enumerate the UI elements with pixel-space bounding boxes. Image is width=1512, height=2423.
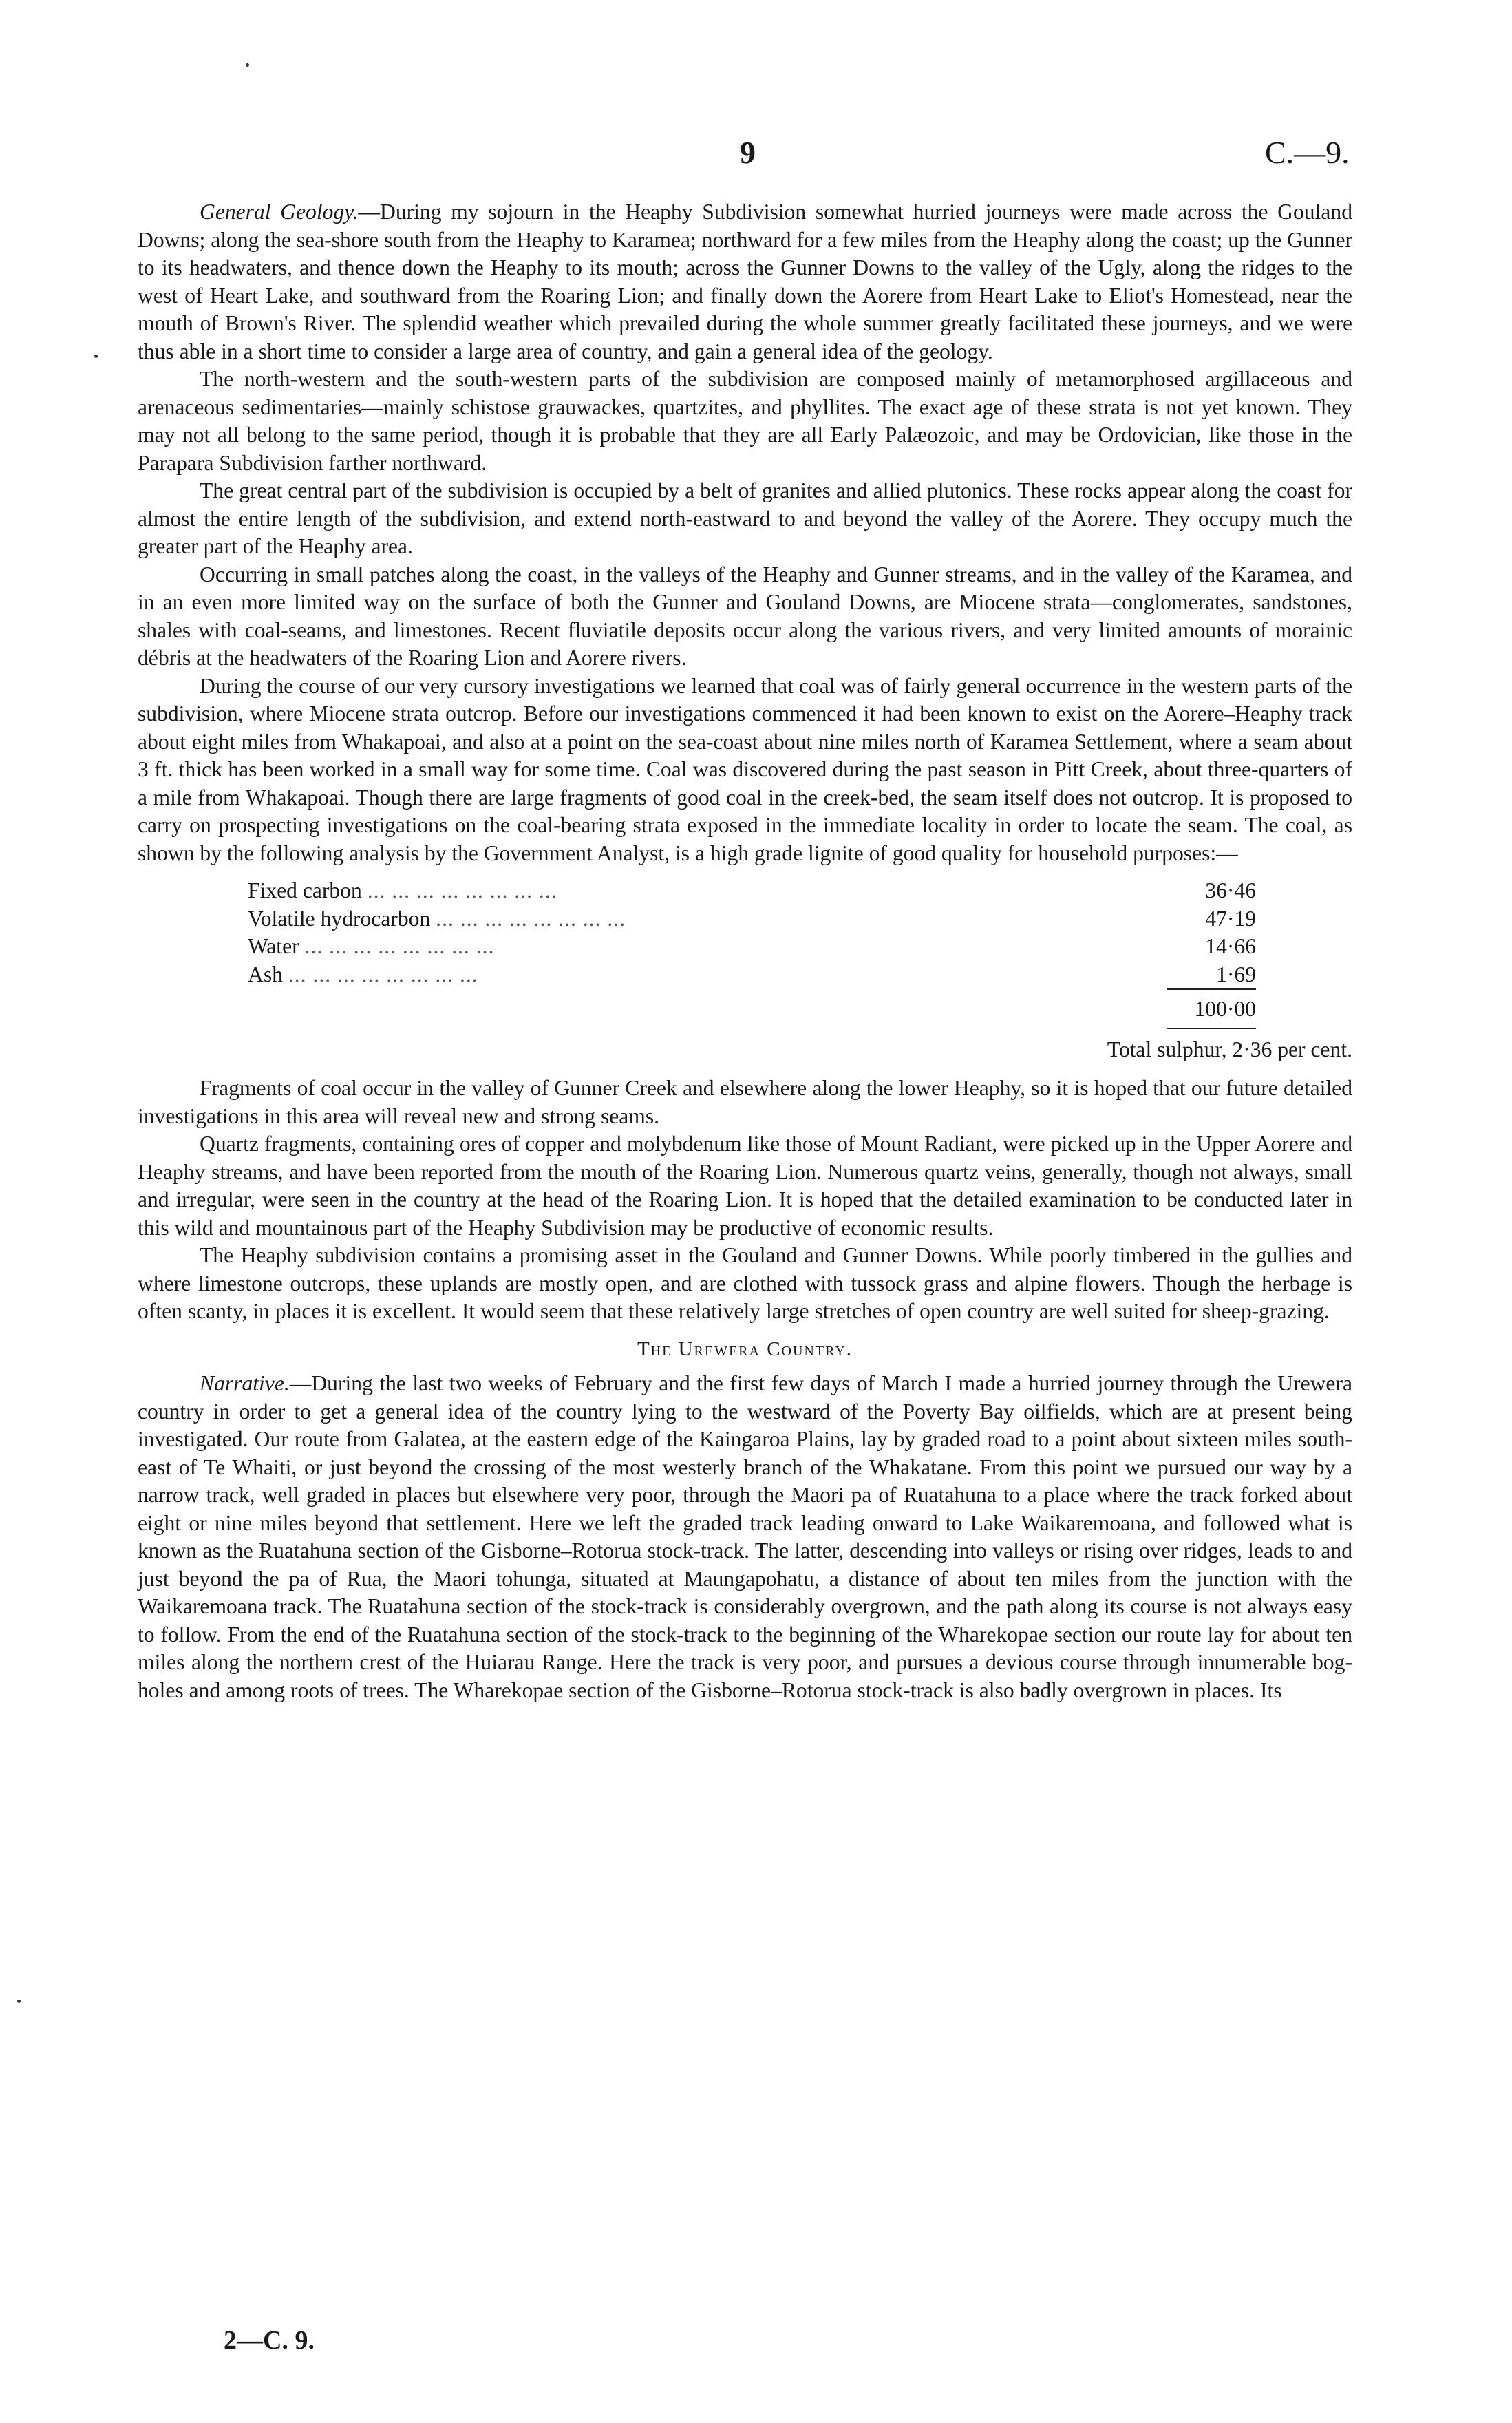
analysis-label: Fixed carbon <box>248 878 362 902</box>
paragraph-general-geology: General Geology.—During my sojourn in the Heaphy Subdivision somewhat hurried journeys were made across the Gouland Downs; along the sea-shore south from the Heaphy to Karamea; northward for a few miles from the Heaphy along the coast; up the Gunner to its headwaters, and thence down the Heaphy to its mouth; across the Gunner Downs to the valley of the Ugly, along the ridges to the west of Heart Lake, and southward from the Roaring Lion; and finally down the Aorere from Heart Lake to Eliot's Homestead, near the mouth of Brown's River. The splendid weather which prevailed during the whole summer greatly facilitated these journeys, and we were thus able in a short time to consider a large area of country, and gain a general idea of the geology. <box>138 200 1352 363</box>
leader-dots: ... ... ... ... ... ... ... ... <box>436 906 626 931</box>
analysis-value: 1·69 <box>1216 962 1256 986</box>
analysis-label: Ash <box>248 962 283 986</box>
paragraph: During the course of our very cursory investigations we learned that coal was of fairly general occurrence in the western parts of the subdivision, where Miocene strata outcrop. Before our investigations commenced it had been known to exist on the Aorere–Heaphy track about eight miles from Whakapoai, and also at a point on the sea-coast about nine miles north of Karamea Settlement, where a seam about 3 ft. thick has been worked in a small way for some time. Coal was discovered during the past season in Pitt Creek, about three-quarters of a mile from Whakapoai. Though there are large fragments of good coal in the creek-bed, the seam itself does not outcrop. It is proposed to carry on prospecting investigations on the coal-bearing strata exposed in the immediate locality in order to locate the seam. The coal, as shown by the following analysis by the Government Analyst, is a high grade lignite of good quality for household purposes:— <box>138 673 1352 865</box>
total-row <box>248 988 1256 1029</box>
page-number: 9 <box>740 135 756 170</box>
table-row <box>248 877 1256 905</box>
paragraph: Occurring in small patches along the coast, in the valleys of the Heaphy and Gunner streams, and in the valley of the Karamea, and in an even more limited way on the surface of both the Gunner and Gouland Downs, are Miocene strata—conglomerates, sandstones, shales with coal-seams, and limestones. Recent fluviatile deposits occur along the various rivers, and very limited amounts of morainic débris at the headwaters of the Roaring Lion and Aorere rivers. <box>138 562 1352 670</box>
scan-speck <box>246 63 249 67</box>
leader-dots: ... ... ... ... ... ... ... ... <box>367 878 557 902</box>
coal-analysis-table <box>248 877 1256 1029</box>
lead-heading: General Geology. <box>200 200 359 224</box>
analysis-label: Water <box>248 934 299 958</box>
analysis-label: Volatile hydrocarbon <box>248 906 431 931</box>
leader-dots: ... ... ... ... ... ... ... ... <box>304 934 495 958</box>
paragraph: Fragments of coal occur in the valley of Gunner Creek and elsewhere along the lower Heaphy, so it is hoped that our future detailed investigations in this area will reveal new and strong seams. <box>138 1076 1352 1128</box>
signature-mark: 2—C. 9. <box>224 2326 315 2355</box>
scan-speck <box>17 2000 21 2003</box>
table-row <box>248 961 1256 989</box>
analysis-value: 36·46 <box>1205 878 1256 902</box>
table-row <box>248 905 1256 933</box>
leader-dots: ... ... ... ... ... ... ... ... <box>288 962 478 986</box>
section-heading: The Urewera Country. <box>637 1337 853 1360</box>
analysis-value: 14·66 <box>1205 934 1256 958</box>
paragraph-narrative: Narrative.—During the last two weeks of February and the first few days of March I made a hurried journey through the Urewera country in order to get a general idea of the country lying to the westward of the Poverty Bay oilfields, which are at present being investigated. Our route from Galatea, at the eastern edge of the Kaingaroa Plains, lay by graded road to a point about sixteen miles south-east of Te Whaiti, or just beyond the crossing of the most westerly branch of the Whakatane. From this point we pursued our way by a narrow track, well graded in places but elsewhere very poor, through the Maori pa of Ruatahuna to a place where the track forked about eight or nine miles beyond that settlement. Here we left the graded track leading onward to Lake Waikaremoana, and followed what is known as the Ruatahuna section of the Gisborne–Rotorua stock-track. The latter, descending into valleys or rising over ridges, leads to and just beyond the pa of Rua, the Maori tohunga, situated at Maungapohatu, a distance of about ten miles from the junction with the Waikaremoana track. The Ruatahuna section of the stock-track is considerably overgrown, and the path along its course is not always easy to follow. From the end of the Ruatahuna section of the stock-track to the beginning of the Wharekopae section our route lay for about ten miles along the northern crest of the Huiarau Range. Here the track is very poor, and pursues a devious course through innumerable bog-holes and among roots of trees. The Wharekopae section of the Gisborne–Rotorua stock-track is also badly overgrown in places. Its <box>138 1371 1352 1702</box>
paragraph: The north-western and the south-western parts of the subdivision are composed mainly of metamorphosed argillaceous and arenaceous sedimentaries—mainly schistose grauwackes, quartzites, and phyllites. The exact age of these strata is not yet known. They may not all belong to the same period, though it is probable that they are all Early Palæozoic, and may be Ordovician, like those in the Parapara Subdivision farther northward. <box>138 367 1352 475</box>
total-sulphur: Total sulphur, 2·36 per cent. <box>1107 1037 1352 1061</box>
lead-heading: Narrative. <box>200 1371 290 1395</box>
table-row <box>248 933 1256 961</box>
body-text <box>138 198 1352 1704</box>
document-reference: C.—9. <box>1265 135 1350 170</box>
scan-speck <box>94 355 98 358</box>
paragraph: The great central part of the subdivision is occupied by a belt of granites and allied plutonics. These rocks appear along the coast for almost the entire length of the subdivision, and extend north-eastward to and beyond the valley of the Aorere. They occupy much the greater part of the Heaphy area. <box>138 478 1352 558</box>
paragraph: The Heaphy subdivision contains a promising asset in the Gouland and Gunner Downs. While poorly timbered in the gullies and where limestone outcrops, these uplands are mostly open, and are clothed with tussock grass and alpine flowers. Though the herbage is often scanty, in places it is excellent. It would seem that these relatively large stretches of open country are well suited for sheep-grazing. <box>138 1243 1352 1323</box>
analysis-total: 100·00 <box>1167 988 1256 1029</box>
paragraph: Quartz fragments, containing ores of copper and molybdenum like those of Mount Radiant, were picked up in the Upper Aorere and Heaphy streams, and have been reported from the mouth of the Roaring Lion. Numerous quartz veins, generally, though not always, small and irregular, were seen in the country at the head of the Roaring Lion. It is hoped that the detailed examination to be conducted later in this wild and mountainous part of the Heaphy Subdivision may be productive of economic results. <box>138 1132 1352 1240</box>
analysis-value: 47·19 <box>1205 906 1256 931</box>
